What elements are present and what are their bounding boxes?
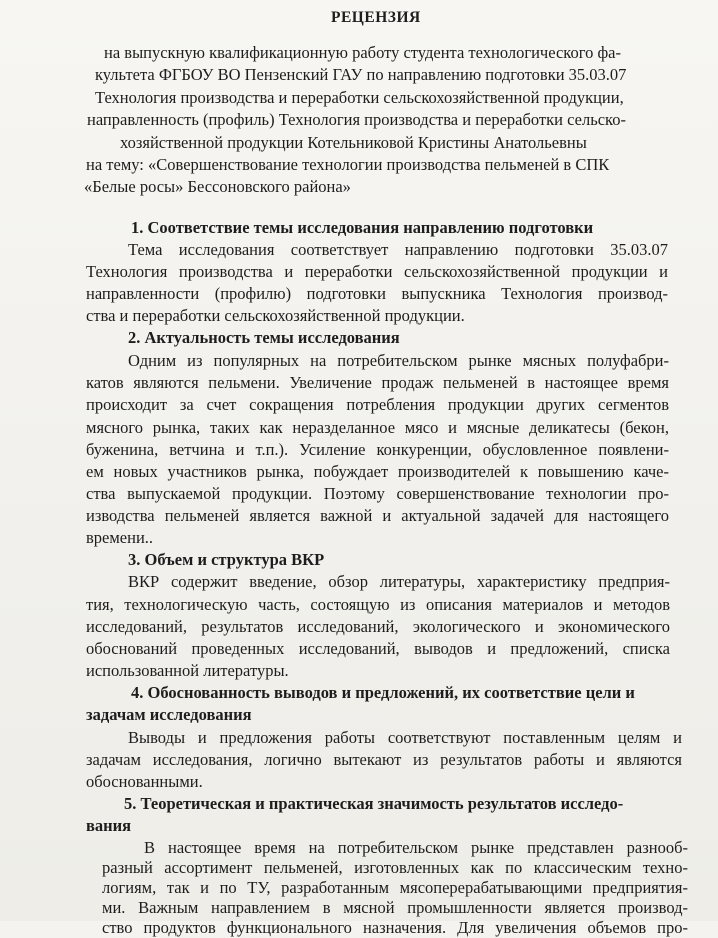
intro-line: культета ФГБОУ ВО Пензенский ГАУ по направлению подготовки 35.03.07 [95,65,627,84]
section-4-heading-cont: задачам исследования [86,705,252,724]
section-2-line: изводства пельменей является важной и актуальной задачей для настоящего [86,506,669,525]
section-3-line: обоснований проведенных исследований, выводов и предложений, списка [86,639,670,658]
section-5-line: В настоящее время на потребительском рынке представлен разнооб- [144,838,688,857]
section-5-line: логиям, так и по ТУ, разработанным мясоперерабатывающими предприятия- [102,878,688,897]
section-3-heading: 3. Объем и структура ВКР [128,550,325,569]
section-2-line: мясного рынка, таких как неразделанное мясо и мясные деликатесы (бекон, [86,418,669,437]
intro-line: хозяйственной продукции Котельниковой Кристины Анатольевны [120,133,587,152]
section-4-line: Выводы и предложения работы соответствуют поставленным целям и [128,728,682,747]
section-2-line: Одним из популярных на потребительском рынке мясных полуфабри- [128,351,669,370]
section-4-line: задачам исследования, логично вытекают из результатов работы и являются [86,750,682,769]
section-2-line: ства выпускаемой продукции. Поэтому совершенствование технологии про- [86,484,669,503]
section-2-heading: 2. Актуальность темы исследования [128,328,400,347]
section-3-line: использованной литературы. [86,661,289,680]
section-1-line: направленности (профилю) подготовки выпускника Технология производ- [86,284,668,303]
section-1-line: Тема исследования соответствует направлению подготовки 35.03.07 [128,240,668,259]
section-3-line: ВКР содержит введение, обзор литературы, характеристику предприя- [128,572,670,591]
intro-line: Технология производства и переработки сельскохозяйственной продукции, [95,88,624,107]
intro-line: «Белые росы» Бессоновского района» [84,177,351,196]
section-2-line: ем новых участников рынка, побуждает производителей к повышению каче- [86,462,669,481]
section-2-line: катов являются пельмени. Увеличение продаж пельменей в настоящее время [86,373,669,392]
intro-line: на тему: «Совершенствование технологии производства пельменей в СПК [86,155,610,174]
section-5-heading-cont: вания [86,816,132,835]
section-4-line: обоснованными. [86,772,203,791]
section-5-line: ство продуктов функционального назначения. Для увеличения объемов про- [102,918,688,937]
section-5-line: разный ассортимент пельменей, изготовленных как по классическим техно- [102,858,688,877]
section-3-line: тия, технологическую часть, состоящую из описания материалов и методов [86,595,670,614]
section-2-line: происходит за счет сокращения потребления продукции других сегментов [86,395,669,414]
section-2-line: буженина, ветчина и т.п.). Усиление конкуренции, обусловленное появлени- [86,440,669,459]
intro-line: на выпускную квалификационную работу студента технологического фа- [104,43,621,62]
section-1-heading: 1. Соответствие темы исследования направлению подготовки [131,218,594,237]
section-5-heading: 5. Теоретическая и практическая значимость результатов исследо- [124,794,624,813]
document-title: РЕЦЕНЗИЯ [331,9,421,26]
intro-line: направленность (профиль) Технология производства и переработки сельско- [87,110,626,129]
section-3-line: исследований, результатов исследований, экологического и экономического [86,617,670,636]
section-5-line: ми. Важным направлением в мясной промышленности является производ- [102,898,688,917]
section-4-heading: 4. Обоснованность выводов и предложений, их соответствие цели и [131,683,635,702]
section-1-line: Технология производства и переработки сельскохозяйственной продукции и [86,262,668,281]
section-2-line: времени.. [86,528,154,547]
section-1-line: ства и переработки сельскохозяйственной продукции. [86,306,465,325]
